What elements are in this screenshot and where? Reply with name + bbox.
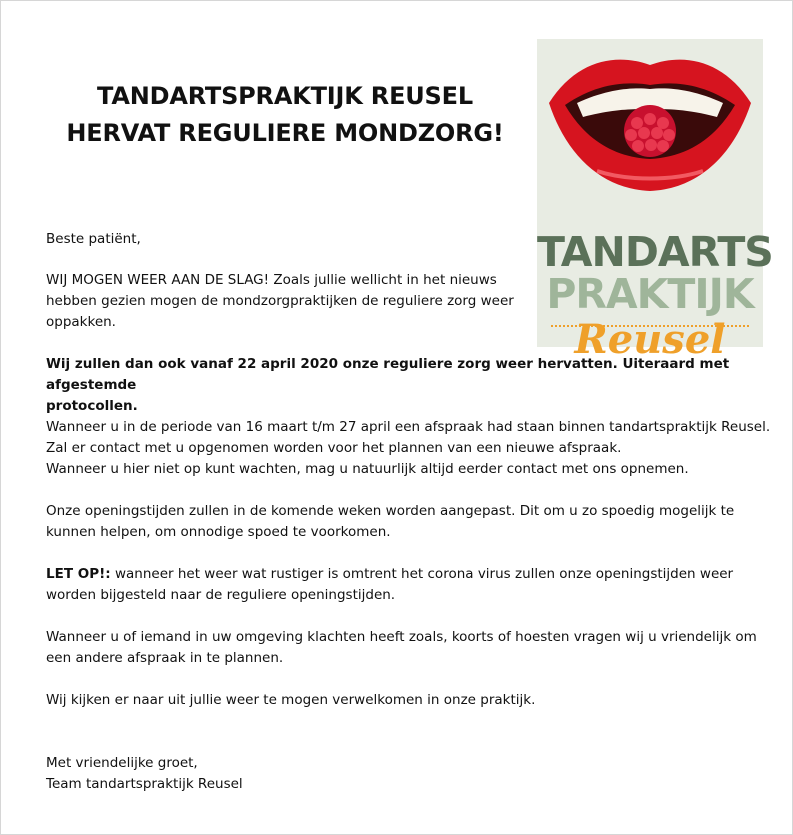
paragraph-line: Wanneer u hier niet op kunt wachten, mag u natuurlijk altijd eerder contact met ons opnemen. xyxy=(46,461,689,477)
paragraph-welcome: Wij kijken er naar uit jullie weer te mogen verwelkomen in onze praktijk. xyxy=(46,692,536,708)
logo-text-tandarts: TANDARTS xyxy=(537,228,773,276)
page-title xyxy=(30,78,540,152)
greeting: Beste patiënt, xyxy=(46,231,141,247)
paragraph-line: hebben gezien mogen de mondzorgpraktijken de reguliere zorg weer xyxy=(46,293,514,309)
notice-text: wanneer het weer wat rustiger is omtrent het corona virus zullen onze openingstijden weer xyxy=(110,566,734,582)
paragraph-symptoms xyxy=(46,627,757,669)
title-line-2: HERVAT REGULIERE MONDZORG! xyxy=(66,119,504,147)
paragraph-line: protocollen. xyxy=(46,398,138,414)
signature: Team tandartspraktijk Reusel xyxy=(46,776,243,792)
paragraph-opening-hours xyxy=(46,501,734,543)
paragraph-line: Wij zullen dan ook vanaf 22 april 2020 onze reguliere zorg weer hervatten. Uiteraard met afgestemde xyxy=(46,356,730,393)
practice-logo xyxy=(537,39,773,363)
paragraph-notice xyxy=(46,564,733,606)
paragraph-line: WIJ MOGEN WEER AAN DE SLAG! Zoals jullie wellicht in het nieuws xyxy=(46,272,497,288)
paragraph-resume-care xyxy=(46,354,793,417)
paragraph-line: Wanneer u in de periode van 16 maart t/m 27 april een afspraak had staan binnen tandartspraktijk Reusel. xyxy=(46,419,771,435)
paragraph-line: Zal er contact met u opgenomen worden voor het plannen van een nieuwe afspraak. xyxy=(46,440,622,456)
paragraph-line: worden bijgesteld naar de reguliere openingstijden. xyxy=(46,587,396,603)
closing-block xyxy=(46,753,243,795)
paragraph-intro xyxy=(46,270,514,333)
paragraph-line xyxy=(46,564,733,585)
paragraph-line: een andere afspraak in te plannen. xyxy=(46,650,284,666)
paragraph-line: Wanneer u of iemand in uw omgeving klachten heeft zoals, koorts of hoesten vragen wij u vriendelijk om xyxy=(46,629,757,645)
paragraph-line: oppakken. xyxy=(46,314,116,330)
paragraph-line: kunnen helpen, om onnodige spoed te voorkomen. xyxy=(46,524,391,540)
logo-text-praktijk: PRAKTIJK xyxy=(546,270,754,318)
title-line-1: TANDARTSPRAKTIJK REUSEL xyxy=(97,82,473,110)
paragraph-line: Onze openingstijden zullen in de komende weken worden aangepast. Dit om u zo spoedig mogelijk te xyxy=(46,503,735,519)
lips-raspberry-illustration xyxy=(537,39,763,229)
notice-label: LET OP!: xyxy=(46,566,111,582)
closing: Met vriendelijke groet, xyxy=(46,755,198,771)
logo-text-reusel: Reusel xyxy=(574,316,726,363)
paragraph-appointments xyxy=(46,417,770,480)
